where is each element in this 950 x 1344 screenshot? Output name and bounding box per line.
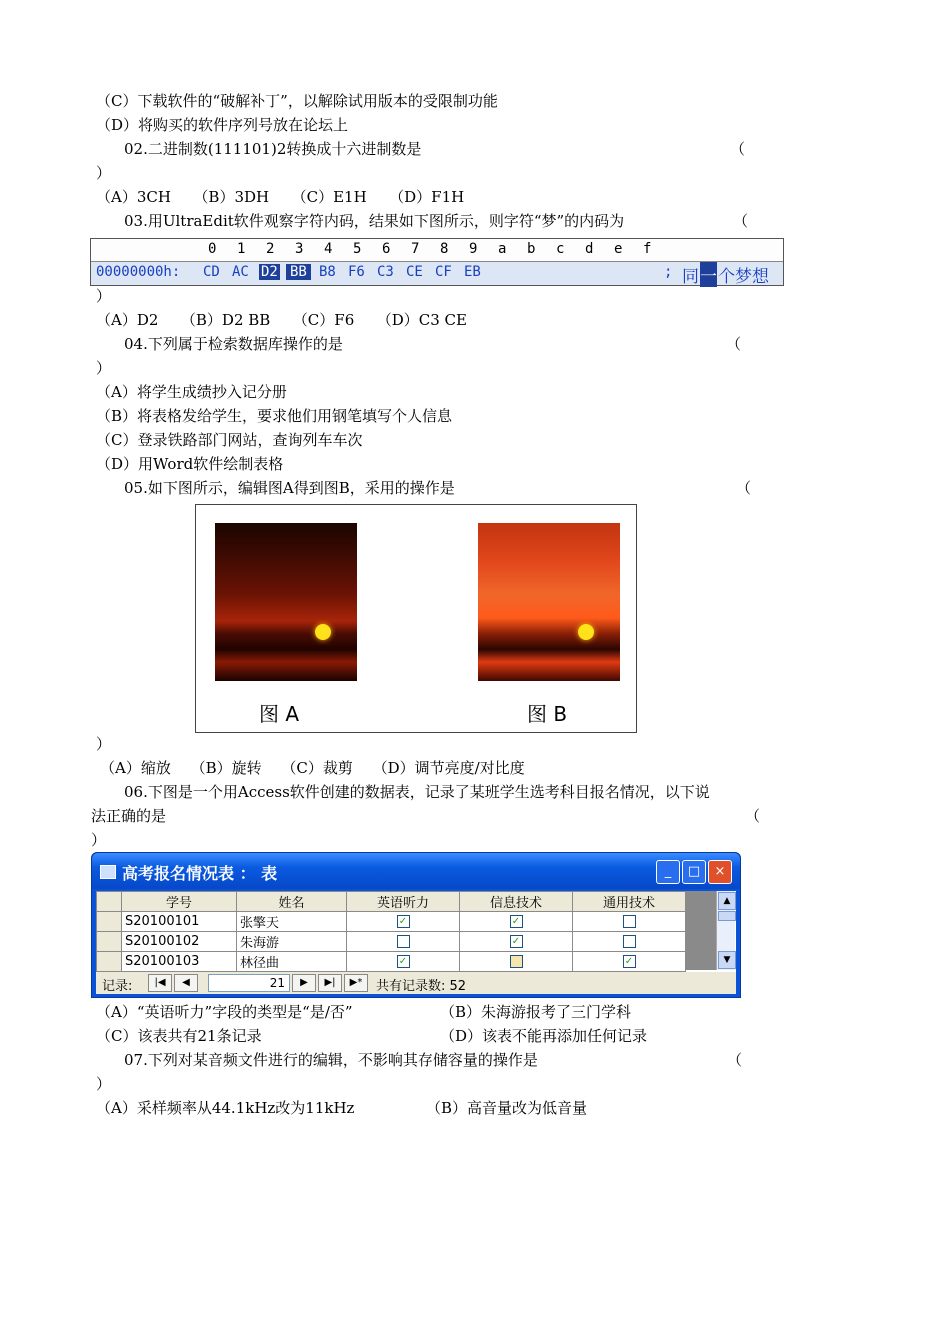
checkbox-checked[interactable]: ✓ (623, 955, 636, 968)
answer-paren-close: ） (96, 164, 112, 182)
scroll-thumb[interactable] (718, 911, 736, 921)
answer-paren-open: （ (726, 335, 742, 353)
answer-paren-close: ） (96, 287, 112, 305)
maximize-button[interactable]: □ (682, 860, 706, 884)
cell-checkbox[interactable] (347, 952, 460, 972)
column-header[interactable]: 学号 (122, 892, 237, 912)
hex-ruler-label: 5 (353, 241, 362, 257)
checkbox-indeterminate[interactable] (510, 955, 523, 968)
corner-selector[interactable] (97, 892, 122, 912)
ultraedit-hex-view (90, 238, 784, 286)
sunset-figure (195, 504, 637, 733)
hex-ruler-label: 3 (295, 241, 304, 257)
hex-address: 00000000h: (96, 264, 181, 280)
hex-ruler-label: b (527, 241, 536, 257)
option-c-crack: （C）下载软件的“破解补丁”，以解除试用版本的受限制功能 (96, 92, 498, 110)
hex-ruler-label: f (643, 241, 652, 257)
row-selector[interactable] (97, 912, 122, 932)
question-02-options: （A）3CH （B）3DH （C）E1H （D）F1H (96, 188, 465, 206)
hex-byte: C3 (377, 264, 394, 280)
access-table-window (91, 852, 741, 998)
column-header[interactable]: 英语听力 (347, 892, 460, 912)
question-07: 07.下列对某音频文件进行的编辑，不影响其存储容量的操作是 (124, 1051, 538, 1069)
hex-ruler-label: 9 (469, 241, 478, 257)
question-06-option-b: （B）朱海游报考了三门学科 (440, 1003, 632, 1021)
table-row (97, 912, 686, 932)
window-titlebar[interactable] (92, 853, 740, 889)
record-navigation-bar (96, 972, 736, 994)
hex-text-selected: 一 (700, 262, 717, 287)
checkbox-checked[interactable]: ✓ (510, 935, 523, 948)
answer-paren-close: ） (91, 831, 107, 849)
hex-byte-selected: D2 (261, 264, 278, 280)
record-label: 记录: (102, 979, 133, 994)
hex-text: 同 (682, 267, 699, 287)
answer-paren-close: ） (96, 1075, 112, 1093)
minimize-button[interactable]: _ (656, 860, 680, 884)
answer-paren-open: （ (736, 479, 752, 497)
question-03-options: （A）D2 （B）D2 BB （C）F6 （D）C3 CE (96, 311, 467, 329)
answer-paren-open: （ (745, 807, 761, 825)
cell-checkbox[interactable] (347, 932, 460, 952)
checkbox-checked[interactable]: ✓ (397, 915, 410, 928)
sun-icon (315, 624, 331, 640)
close-button[interactable]: × (708, 860, 732, 884)
hex-ruler-label: 2 (266, 241, 275, 257)
question-07-option-a: （A）采样频率从44.1kHz改为11kHz (96, 1099, 355, 1117)
hex-ruler-label: a (498, 241, 507, 257)
cell-name[interactable]: 林径曲 (237, 952, 347, 972)
cell-checkbox[interactable] (573, 952, 686, 972)
checkbox-checked[interactable]: ✓ (397, 955, 410, 968)
datasheet-table (96, 891, 686, 972)
question-03: 03.用UltraEdit软件观察字符内码，结果如下图所示，则字符“梦”的内码为 (124, 212, 625, 230)
cell-id[interactable]: S20100102 (122, 932, 237, 952)
hex-byte: F6 (348, 264, 365, 280)
column-header[interactable]: 信息技术 (460, 892, 573, 912)
hex-byte: CD (203, 264, 220, 280)
new-record-button[interactable]: ▶* (344, 974, 368, 992)
hex-ruler-label: 1 (237, 241, 246, 257)
question-06-option-a: （A）“英语听力”字段的类型是“是/否” (96, 1003, 353, 1021)
vertical-scrollbar[interactable] (716, 891, 735, 970)
cell-checkbox[interactable] (460, 912, 573, 932)
caption-b: 图 B (527, 702, 568, 726)
answer-paren-close: ） (96, 735, 112, 753)
answer-paren-open: （ (730, 140, 746, 158)
cell-name[interactable]: 朱海游 (237, 932, 347, 952)
datasheet-grid (96, 891, 736, 994)
hex-separator: ; (664, 264, 673, 280)
sunset-image-a (215, 523, 357, 681)
checkbox-unchecked[interactable] (397, 935, 410, 948)
question-07-option-b: （B）高音量改为低音量 (426, 1099, 588, 1117)
cell-id[interactable]: S20100101 (122, 912, 237, 932)
checkbox-unchecked[interactable] (623, 935, 636, 948)
hex-ruler-label: e (614, 241, 623, 257)
question-06-line2: 法正确的是 (91, 807, 167, 825)
hex-byte: EB (464, 264, 481, 280)
hex-byte: CE (406, 264, 423, 280)
hex-ruler (91, 239, 783, 262)
question-04: 04.下列属于检索数据库操作的是 (124, 335, 343, 353)
question-04-option-b: （B）将表格发给学生，要求他们用钢笔填写个人信息 (96, 407, 453, 425)
table-icon (100, 865, 116, 879)
last-record-button[interactable]: ▶| (318, 974, 342, 992)
question-04-option-d: （D）用Word软件绘制表格 (96, 455, 284, 473)
cell-name[interactable]: 张擎天 (237, 912, 347, 932)
column-header[interactable]: 姓名 (237, 892, 347, 912)
current-record-input[interactable]: 21 (208, 974, 290, 992)
total-records: 共有记录数: 52 (376, 979, 467, 994)
question-02: 02.二进制数(111101)2转换成十六进制数是 (124, 140, 422, 158)
row-selector[interactable] (97, 952, 122, 972)
question-06-option-d: （D）该表不能再添加任何记录 (440, 1027, 648, 1045)
hex-ruler-label: 4 (324, 241, 333, 257)
hex-byte: CF (435, 264, 452, 280)
option-d-serial: （D）将购买的软件序列号放在论坛上 (96, 116, 349, 134)
answer-paren-close: ） (96, 359, 112, 377)
scroll-up-icon[interactable]: ▲ (718, 892, 736, 910)
cell-checkbox[interactable] (573, 912, 686, 932)
first-record-button[interactable]: |◀ (148, 974, 172, 992)
checkbox-unchecked[interactable] (623, 915, 636, 928)
sunset-image-b (478, 523, 620, 681)
checkbox-checked[interactable]: ✓ (510, 915, 523, 928)
hex-byte: AC (232, 264, 249, 280)
hex-byte-selected: BB (286, 264, 311, 280)
answer-paren-open: （ (727, 1051, 743, 1069)
question-05: 05.如下图所示，编辑图A得到图B，采用的操作是 (124, 479, 455, 497)
cell-checkbox[interactable] (347, 912, 460, 932)
hex-ruler-label: c (556, 241, 565, 257)
hex-ruler-label: d (585, 241, 594, 257)
cell-checkbox[interactable] (460, 932, 573, 952)
scroll-down-icon[interactable]: ▼ (718, 951, 736, 969)
question-05-options: （A）缩放 （B）旋转 （C）裁剪 （D）调节亮度/对比度 (100, 759, 525, 777)
row-selector[interactable] (97, 932, 122, 952)
hex-row (91, 262, 783, 285)
grid-empty-area (686, 891, 716, 970)
hex-byte: B8 (319, 264, 336, 280)
question-04-option-a: （A）将学生成绩抄入记分册 (96, 383, 287, 401)
window-title: 高考报名情况表 ： 表 (122, 864, 278, 883)
hex-ruler-label: 6 (382, 241, 391, 257)
question-06-option-c: （C）该表共有21条记录 (96, 1027, 262, 1045)
answer-paren-open: （ (733, 212, 749, 230)
header-row (97, 892, 686, 912)
hex-text: 个梦想 (718, 267, 769, 287)
question-04-option-c: （C）登录铁路部门网站，查询列车车次 (96, 431, 363, 449)
next-record-button[interactable]: ▶ (292, 974, 316, 992)
cell-checkbox[interactable] (573, 932, 686, 952)
caption-a: 图 A (259, 702, 300, 726)
column-header[interactable]: 通用技术 (573, 892, 686, 912)
cell-checkbox[interactable] (460, 952, 573, 972)
hex-ruler-label: 8 (440, 241, 449, 257)
prev-record-button[interactable]: ◀ (174, 974, 198, 992)
cell-id[interactable]: S20100103 (122, 952, 237, 972)
table-row (97, 932, 686, 952)
question-06-line1: 06.下图是一个用Access软件创建的数据表，记录了某班学生选考科目报名情况，以下说 (124, 783, 710, 801)
hex-ruler-label: 0 (208, 241, 217, 257)
sun-icon (578, 624, 594, 640)
table-row (97, 952, 686, 972)
hex-ruler-label: 7 (411, 241, 420, 257)
